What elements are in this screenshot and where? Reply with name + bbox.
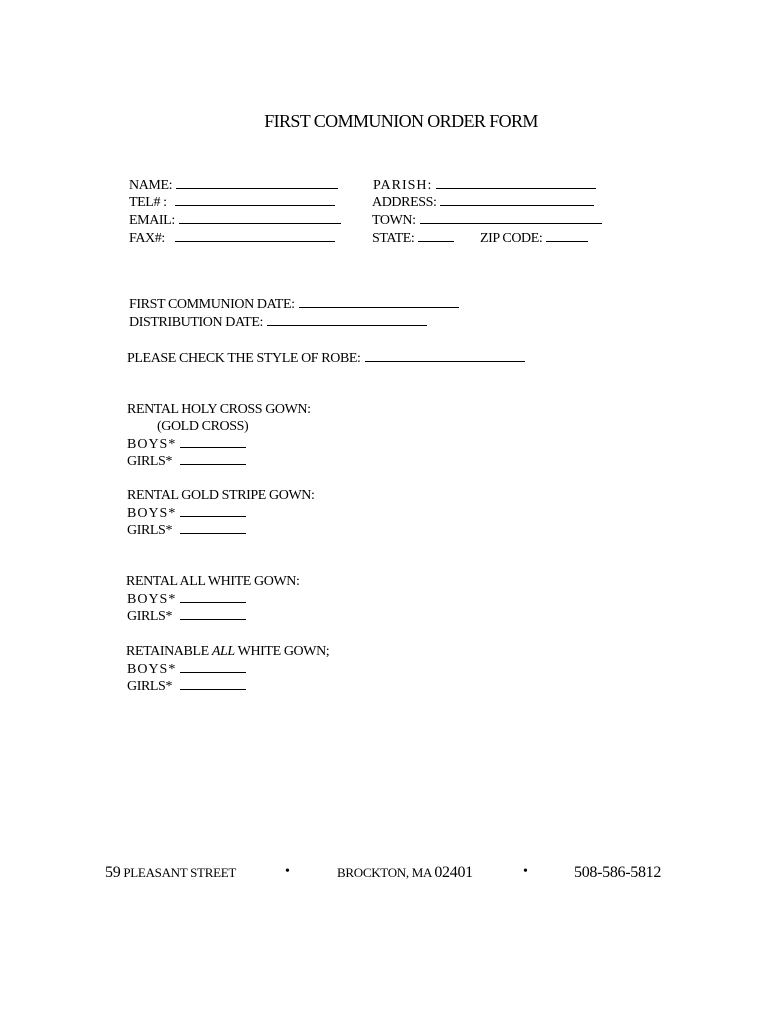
- zip-code: 02401: [434, 864, 473, 881]
- footer-city: [337, 864, 473, 882]
- boys-label: BOYS*: [127, 437, 177, 452]
- first-communion-date-label: FIRST COMMUNION DATE:: [129, 297, 295, 312]
- address-field[interactable]: [372, 193, 594, 211]
- phone-number: 508-586-5812: [574, 864, 662, 881]
- footer-separator: •: [285, 864, 290, 879]
- address-label: ADDRESS:: [372, 195, 437, 210]
- retainable-heading-italic: ALL: [211, 644, 235, 659]
- girls-label: GIRLS*: [127, 609, 173, 624]
- retainable-heading-prefix: RETAINABLE: [126, 644, 212, 659]
- footer-phone: [574, 864, 661, 882]
- street-name: PLEASANT STREET: [123, 865, 236, 880]
- distribution-date-label: DISTRIBUTION DATE:: [129, 315, 263, 330]
- name-label: NAME:: [129, 178, 173, 193]
- zip-blank[interactable]: [546, 229, 588, 242]
- form-title: FIRST COMMUNION ORDER FORM: [264, 111, 538, 131]
- distribution-date-blank[interactable]: [267, 313, 427, 326]
- retainable-girls[interactable]: [127, 677, 246, 695]
- retainable-heading-suffix: WHITE GOWN;: [234, 644, 330, 659]
- fax-field[interactable]: [129, 229, 335, 247]
- tel-label: TEL# :: [129, 195, 167, 210]
- robe-style-blank[interactable]: [365, 349, 525, 362]
- girls-blank[interactable]: [180, 607, 246, 620]
- town-label: TOWN:: [372, 213, 416, 228]
- footer-street: [105, 864, 236, 882]
- boys-blank[interactable]: [180, 590, 246, 603]
- girls-label: GIRLS*: [127, 523, 173, 538]
- all-white-boys[interactable]: [127, 590, 246, 608]
- zip-label: ZIP CODE:: [480, 231, 543, 246]
- holy-cross-girls[interactable]: [127, 452, 246, 470]
- email-field[interactable]: [129, 211, 341, 229]
- tel-blank[interactable]: [175, 193, 335, 206]
- all-white-heading: RENTAL ALL WHITE GOWN:: [126, 574, 300, 589]
- email-label: EMAIL:: [129, 213, 175, 228]
- town-blank[interactable]: [420, 211, 602, 224]
- robe-style-label: PLEASE CHECK THE STYLE OF ROBE:: [127, 351, 361, 366]
- name-blank[interactable]: [176, 176, 338, 189]
- girls-blank[interactable]: [180, 452, 246, 465]
- retainable-heading: [126, 643, 329, 660]
- boys-blank[interactable]: [180, 504, 246, 517]
- boys-label: BOYS*: [127, 506, 177, 521]
- first-communion-date-field[interactable]: [129, 295, 459, 313]
- name-field[interactable]: [129, 176, 338, 194]
- girls-blank[interactable]: [180, 521, 246, 534]
- gold-stripe-girls[interactable]: [127, 521, 246, 539]
- girls-blank[interactable]: [180, 677, 246, 690]
- parish-field[interactable]: [373, 176, 596, 194]
- gold-stripe-boys[interactable]: [127, 504, 246, 522]
- all-white-girls[interactable]: [127, 607, 246, 625]
- parish-blank[interactable]: [436, 176, 596, 189]
- email-blank[interactable]: [179, 211, 341, 224]
- town-field[interactable]: [372, 211, 602, 229]
- fax-blank[interactable]: [175, 229, 335, 242]
- boys-blank[interactable]: [180, 435, 246, 448]
- gold-stripe-heading: RENTAL GOLD STRIPE GOWN:: [127, 488, 315, 503]
- girls-label: GIRLS*: [127, 679, 173, 694]
- boys-label: BOYS*: [127, 662, 177, 677]
- holy-cross-boys[interactable]: [127, 435, 246, 453]
- girls-label: GIRLS*: [127, 454, 173, 469]
- footer-separator: •: [523, 864, 528, 879]
- state-blank[interactable]: [418, 229, 454, 242]
- state-field[interactable]: [372, 229, 454, 247]
- zip-field[interactable]: [480, 229, 588, 247]
- boys-blank[interactable]: [180, 660, 246, 673]
- robe-style-field[interactable]: [127, 349, 525, 367]
- state-label: STATE:: [372, 231, 415, 246]
- holy-cross-heading: RENTAL HOLY CROSS GOWN:: [127, 402, 311, 417]
- address-blank[interactable]: [440, 193, 594, 206]
- first-communion-date-blank[interactable]: [299, 295, 459, 308]
- street-number: 59: [105, 864, 121, 881]
- city: BROCKTON, MA: [337, 865, 432, 880]
- retainable-boys[interactable]: [127, 660, 246, 678]
- distribution-date-field[interactable]: [129, 313, 427, 331]
- boys-label: BOYS*: [127, 592, 177, 607]
- holy-cross-subheading: (GOLD CROSS): [157, 419, 249, 434]
- fax-label: FAX#:: [129, 231, 165, 246]
- tel-field[interactable]: [129, 193, 335, 211]
- parish-label: PARISH:: [373, 178, 433, 193]
